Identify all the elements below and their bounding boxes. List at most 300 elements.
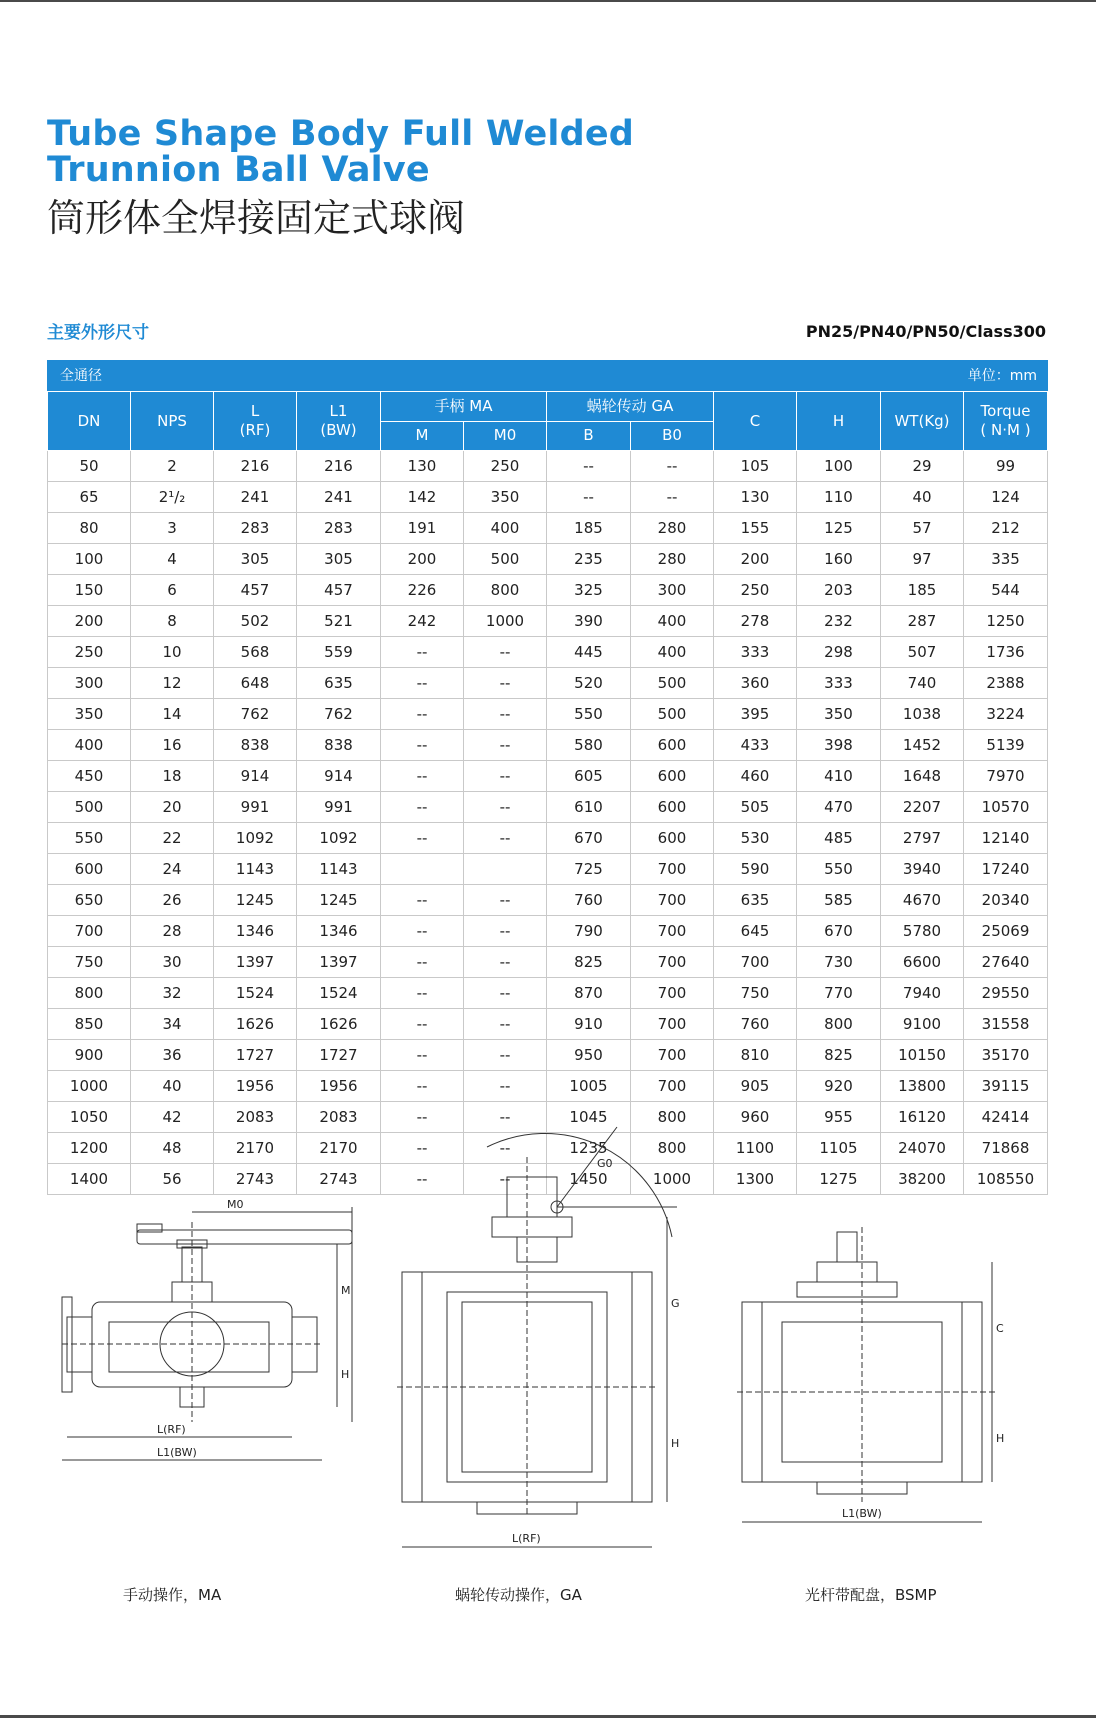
table-cell: 203 (797, 575, 881, 606)
table-cell: 670 (797, 916, 881, 947)
table-cell: 350 (797, 699, 881, 730)
table-cell: 2207 (881, 792, 964, 823)
table-cell: 568 (214, 637, 297, 668)
table-cell: 40 (131, 1071, 214, 1102)
table-cell: 36 (131, 1040, 214, 1071)
table-cell: 1626 (214, 1009, 297, 1040)
table-cell: 200 (48, 606, 131, 637)
table-row (48, 637, 1048, 668)
header-l-sub: (RF) (239, 421, 271, 439)
table-cell: 8 (131, 606, 214, 637)
table-cell: 185 (881, 575, 964, 606)
table-cell: 398 (797, 730, 881, 761)
table-cell: 800 (631, 1102, 714, 1133)
table-cell: 600 (48, 854, 131, 885)
table-cell: 40 (881, 482, 964, 513)
table-cell: 1956 (297, 1071, 381, 1102)
caption-bare-stem: 光杆带配盘，BSMP (805, 1586, 937, 1604)
table-cell: 700 (631, 978, 714, 1009)
table-cell: 20340 (964, 885, 1048, 916)
table-cell: 457 (297, 575, 381, 606)
table-cell: 2743 (297, 1164, 381, 1195)
header-ma: 手柄 MA (381, 392, 547, 422)
table-cell: 2¹/₂ (131, 482, 214, 513)
table-cell: 29550 (964, 978, 1048, 1009)
table-cell: 1524 (297, 978, 381, 1009)
dim-l-rf-label: L(RF) (512, 1532, 541, 1545)
table-cell: 550 (797, 854, 881, 885)
table-cell: 400 (48, 730, 131, 761)
table-cell: -- (381, 916, 464, 947)
header-l1 (297, 392, 381, 451)
table-caption-left: 全通径 (60, 368, 102, 384)
table-cell: 520 (547, 668, 631, 699)
table-cell: 700 (631, 1040, 714, 1071)
table-cell: -- (381, 1102, 464, 1133)
table-cell: 48 (131, 1133, 214, 1164)
table-cell: 1050 (48, 1102, 131, 1133)
table-cell: 457 (214, 575, 297, 606)
table-caption-unit: 单位：mm (967, 368, 1038, 384)
table-cell: 360 (714, 668, 797, 699)
dim-l1-bw-label: L1(BW) (842, 1507, 882, 1520)
table-cell: 31558 (964, 1009, 1048, 1040)
table-cell: 905 (714, 1071, 797, 1102)
table-cell: 1000 (48, 1071, 131, 1102)
table-cell: -- (464, 637, 547, 668)
table-cell: 700 (631, 916, 714, 947)
table-cell: 241 (297, 482, 381, 513)
table-cell: 1000 (631, 1164, 714, 1195)
table-cell: -- (381, 637, 464, 668)
table-cell: -- (381, 823, 464, 854)
table-cell: 130 (714, 482, 797, 513)
table-cell: 1005 (547, 1071, 631, 1102)
table-cell: 521 (297, 606, 381, 637)
table-cell: 635 (297, 668, 381, 699)
table-cell: 125 (797, 513, 881, 544)
table-cell: 635 (714, 885, 797, 916)
table-header-row (48, 392, 1048, 422)
table-cell: 1038 (881, 699, 964, 730)
table-cell: 160 (797, 544, 881, 575)
header-nps: NPS (131, 392, 214, 451)
table-cell: 1200 (48, 1133, 131, 1164)
table-cell: 335 (964, 544, 1048, 575)
header-l1-sub: (BW) (320, 421, 357, 439)
table-cell: -- (464, 668, 547, 699)
table-cell: 914 (214, 761, 297, 792)
table-cell: 200 (714, 544, 797, 575)
table-cell: 800 (48, 978, 131, 1009)
table-cell: 17240 (964, 854, 1048, 885)
table-cell: 99 (964, 451, 1048, 482)
table-cell: 991 (297, 792, 381, 823)
table-cell: 1000 (464, 606, 547, 637)
table-cell: -- (464, 1009, 547, 1040)
table-cell: 27640 (964, 947, 1048, 978)
table-cell: 108550 (964, 1164, 1048, 1195)
table-cell: 760 (547, 885, 631, 916)
table-cell: 605 (547, 761, 631, 792)
page-title-en (47, 116, 634, 188)
table-cell: 500 (464, 544, 547, 575)
table-row (48, 792, 1048, 823)
table-cell: 57 (881, 513, 964, 544)
table-cell: 18 (131, 761, 214, 792)
table-cell: 5139 (964, 730, 1048, 761)
table-cell: 1524 (214, 978, 297, 1009)
table-cell: 1452 (881, 730, 964, 761)
table-row (48, 1071, 1048, 1102)
dim-l-rf-label: L(RF) (157, 1423, 186, 1436)
table-cell: 26 (131, 885, 214, 916)
table-cell: 12140 (964, 823, 1048, 854)
table-cell: 130 (381, 451, 464, 482)
dim-g0-label: G0 (597, 1157, 613, 1170)
table-cell: 600 (631, 823, 714, 854)
table-row (48, 544, 1048, 575)
header-l-label: L (250, 402, 260, 420)
table-cell: 1400 (48, 1164, 131, 1195)
table-cell: 1727 (297, 1040, 381, 1071)
table-row (48, 823, 1048, 854)
table-cell: 333 (797, 668, 881, 699)
table-cell: 1143 (297, 854, 381, 885)
table-cell: 790 (547, 916, 631, 947)
table-cell: 1346 (297, 916, 381, 947)
header-l1-label: L1 (329, 402, 348, 420)
table-cell: 400 (631, 637, 714, 668)
table-cell: 32 (131, 978, 214, 1009)
header-m0: M0 (464, 421, 547, 451)
table-cell: 30 (131, 947, 214, 978)
table-cell: 600 (631, 730, 714, 761)
table-cell: 185 (547, 513, 631, 544)
header-ga: 蜗轮传动 GA (547, 392, 714, 422)
header-b0: B0 (631, 421, 714, 451)
table-cell: 13800 (881, 1071, 964, 1102)
table-cell: 445 (547, 637, 631, 668)
table-cell: 645 (714, 916, 797, 947)
table-cell: -- (464, 761, 547, 792)
table-cell: 2170 (297, 1133, 381, 1164)
table-cell: 700 (714, 947, 797, 978)
table-cell: 700 (631, 885, 714, 916)
table-cell: 250 (48, 637, 131, 668)
table-cell: 500 (631, 668, 714, 699)
table-cell: 900 (48, 1040, 131, 1071)
table-cell: 500 (48, 792, 131, 823)
drawing-manual-operation (57, 1198, 357, 1562)
caption-manual-operation: 手动操作，MA (123, 1586, 222, 1604)
table-cell: 740 (881, 668, 964, 699)
table-cell: 1397 (214, 947, 297, 978)
table-cell: -- (547, 482, 631, 513)
table-cell: 700 (631, 1009, 714, 1040)
table-cell: 762 (297, 699, 381, 730)
title-en-line1: Tube Shape Body Full Welded (47, 114, 635, 154)
table-cell: 700 (631, 1071, 714, 1102)
table-cell: 235 (547, 544, 631, 575)
table-cell: 350 (464, 482, 547, 513)
table-cell: 2083 (214, 1102, 297, 1133)
table-row (48, 1009, 1048, 1040)
table-cell: 2388 (964, 668, 1048, 699)
table-cell: 250 (464, 451, 547, 482)
header-m: M (381, 421, 464, 451)
table-cell: 35170 (964, 1040, 1048, 1071)
header-h: H (797, 392, 881, 451)
table-cell: 250 (714, 575, 797, 606)
table-cell: 1727 (214, 1040, 297, 1071)
table-cell: 350 (48, 699, 131, 730)
table-cell: 241 (214, 482, 297, 513)
table-cell: 1956 (214, 1071, 297, 1102)
table-cell: 200 (381, 544, 464, 575)
table-row (48, 668, 1048, 699)
table-cell: -- (381, 1164, 464, 1195)
table-cell: 65 (48, 482, 131, 513)
table-cell: 25069 (964, 916, 1048, 947)
table-cell: -- (464, 1071, 547, 1102)
table-cell: 100 (48, 544, 131, 575)
table-row (48, 854, 1048, 885)
table-cell: 960 (714, 1102, 797, 1133)
table-cell: 810 (714, 1040, 797, 1071)
table-row (48, 1040, 1048, 1071)
table-cell: 29 (881, 451, 964, 482)
table-cell: 838 (297, 730, 381, 761)
table-cell: 550 (48, 823, 131, 854)
table-cell: 3 (131, 513, 214, 544)
table-cell: -- (464, 916, 547, 947)
table-row (48, 575, 1048, 606)
dim-m-label: M (341, 1284, 351, 1297)
table-cell: 100 (797, 451, 881, 482)
table-cell: 2083 (297, 1102, 381, 1133)
dim-l1-bw-label: L1(BW) (157, 1446, 197, 1459)
table-cell: 4670 (881, 885, 964, 916)
table-cell: 590 (714, 854, 797, 885)
table-cell: -- (381, 1133, 464, 1164)
table-cell: 2797 (881, 823, 964, 854)
table-cell: -- (381, 1071, 464, 1102)
dim-c-label: C (996, 1322, 1004, 1335)
table-cell: -- (381, 792, 464, 823)
table-cell: 700 (631, 854, 714, 885)
table-cell: 1092 (214, 823, 297, 854)
table-cell: 600 (631, 792, 714, 823)
table-cell: -- (464, 947, 547, 978)
table-cell: -- (464, 730, 547, 761)
table-cell: -- (464, 885, 547, 916)
caption-gear-operation: 蜗轮传动操作，GA (455, 1586, 582, 1604)
table-cell: 1045 (547, 1102, 631, 1133)
table-cell: 216 (214, 451, 297, 482)
table-cell: 2 (131, 451, 214, 482)
table-cell: 433 (714, 730, 797, 761)
table-cell: -- (464, 978, 547, 1009)
dim-m0-label: M0 (227, 1198, 244, 1211)
table-cell: 283 (214, 513, 297, 544)
table-cell: 800 (631, 1133, 714, 1164)
table-cell: 242 (381, 606, 464, 637)
table-cell: 762 (214, 699, 297, 730)
table-cell: 870 (547, 978, 631, 1009)
table-cell: 105 (714, 451, 797, 482)
table-cell: 280 (631, 544, 714, 575)
table-cell: -- (381, 699, 464, 730)
table-cell: 7940 (881, 978, 964, 1009)
table-caption-row (48, 361, 1048, 392)
table-row (48, 916, 1048, 947)
table-cell: 1626 (297, 1009, 381, 1040)
table-cell: 825 (547, 947, 631, 978)
table-cell: 10150 (881, 1040, 964, 1071)
table-row (48, 699, 1048, 730)
table-cell: 800 (464, 575, 547, 606)
table-cell: 226 (381, 575, 464, 606)
table-row (48, 947, 1048, 978)
table-cell: 1250 (964, 606, 1048, 637)
table-cell: 390 (547, 606, 631, 637)
table-cell: 9100 (881, 1009, 964, 1040)
dimension-table (47, 360, 1048, 1195)
table-row (48, 482, 1048, 513)
table-cell: 550 (547, 699, 631, 730)
table-cell: 20 (131, 792, 214, 823)
table-cell: 1245 (214, 885, 297, 916)
table-cell: 110 (797, 482, 881, 513)
table-cell: 28 (131, 916, 214, 947)
section-title: 主要外形尺寸 (47, 323, 149, 343)
table-cell: -- (381, 668, 464, 699)
table-cell: 42 (131, 1102, 214, 1133)
pressure-class: PN25/PN40/PN50/Class300 (805, 322, 1046, 341)
table-cell: 191 (381, 513, 464, 544)
table-cell: 24070 (881, 1133, 964, 1164)
dim-h-label: H (341, 1368, 350, 1381)
table-cell: 56 (131, 1164, 214, 1195)
table-cell: 502 (214, 606, 297, 637)
table-cell: 500 (631, 699, 714, 730)
table-cell: 325 (547, 575, 631, 606)
table-cell: 1143 (214, 854, 297, 885)
table-cell: 16 (131, 730, 214, 761)
table-cell: 1092 (297, 823, 381, 854)
table-row (48, 885, 1048, 916)
table-cell: -- (464, 823, 547, 854)
table-cell: 1397 (297, 947, 381, 978)
table-cell: 485 (797, 823, 881, 854)
table-cell: 6600 (881, 947, 964, 978)
table-cell: 298 (797, 637, 881, 668)
table-cell: 155 (714, 513, 797, 544)
table-cell: 24 (131, 854, 214, 885)
table-cell: 505 (714, 792, 797, 823)
table-cell: 825 (797, 1040, 881, 1071)
table-cell: 232 (797, 606, 881, 637)
table-cell: 650 (48, 885, 131, 916)
table-cell: 450 (48, 761, 131, 792)
table-cell: 700 (631, 947, 714, 978)
table-cell: 71868 (964, 1133, 1048, 1164)
top-rule (0, 0, 1096, 2)
table-row (48, 513, 1048, 544)
table-cell: 1275 (797, 1164, 881, 1195)
table-cell: -- (631, 451, 714, 482)
table-cell: 1300 (714, 1164, 797, 1195)
table-cell: 142 (381, 482, 464, 513)
table-cell: -- (464, 699, 547, 730)
header-torque-sub: ( N·M ) (980, 421, 1031, 439)
table-cell: 910 (547, 1009, 631, 1040)
table-cell: 730 (797, 947, 881, 978)
table-cell: 50 (48, 451, 131, 482)
table-cell: 559 (297, 637, 381, 668)
table-cell: 280 (631, 513, 714, 544)
table-cell: 38200 (881, 1164, 964, 1195)
table-cell: 1736 (964, 637, 1048, 668)
table-cell: 80 (48, 513, 131, 544)
table-cell: 1100 (714, 1133, 797, 1164)
table-cell: -- (464, 1102, 547, 1133)
header-torque-label: Torque (980, 402, 1031, 420)
table-cell: 10 (131, 637, 214, 668)
table-cell: 750 (48, 947, 131, 978)
drawing-bare-stem (737, 1232, 1037, 1562)
table-cell: 400 (464, 513, 547, 544)
header-torque (964, 392, 1048, 451)
table-cell: -- (464, 1164, 547, 1195)
table-cell: 670 (547, 823, 631, 854)
drawing-gear-operation (397, 1117, 697, 1562)
table-cell: 287 (881, 606, 964, 637)
table-cell: 305 (297, 544, 381, 575)
table-cell: 460 (714, 761, 797, 792)
table-cell: 991 (214, 792, 297, 823)
table-cell: 585 (797, 885, 881, 916)
table-cell: -- (547, 451, 631, 482)
table-cell: -- (381, 730, 464, 761)
table-cell: 950 (547, 1040, 631, 1071)
dim-h-label: H (671, 1437, 680, 1450)
table-cell: 470 (797, 792, 881, 823)
table-cell: 5780 (881, 916, 964, 947)
table-cell: 1450 (547, 1164, 631, 1195)
table-cell: 39115 (964, 1071, 1048, 1102)
table-cell: 530 (714, 823, 797, 854)
table-cell: -- (464, 1133, 547, 1164)
table-cell: 10570 (964, 792, 1048, 823)
table-cell: -- (464, 1040, 547, 1071)
table-cell: 600 (631, 761, 714, 792)
table-row (48, 978, 1048, 1009)
table-cell: 12 (131, 668, 214, 699)
table-cell: -- (631, 482, 714, 513)
table-cell: 1245 (297, 885, 381, 916)
table-cell: 16120 (881, 1102, 964, 1133)
table-cell: 300 (48, 668, 131, 699)
table-cell: 6 (131, 575, 214, 606)
table-cell: 97 (881, 544, 964, 575)
table-cell: 2743 (214, 1164, 297, 1195)
table-cell: 610 (547, 792, 631, 823)
table-row (48, 761, 1048, 792)
table-cell: 1235 (547, 1133, 631, 1164)
table-cell: 580 (547, 730, 631, 761)
